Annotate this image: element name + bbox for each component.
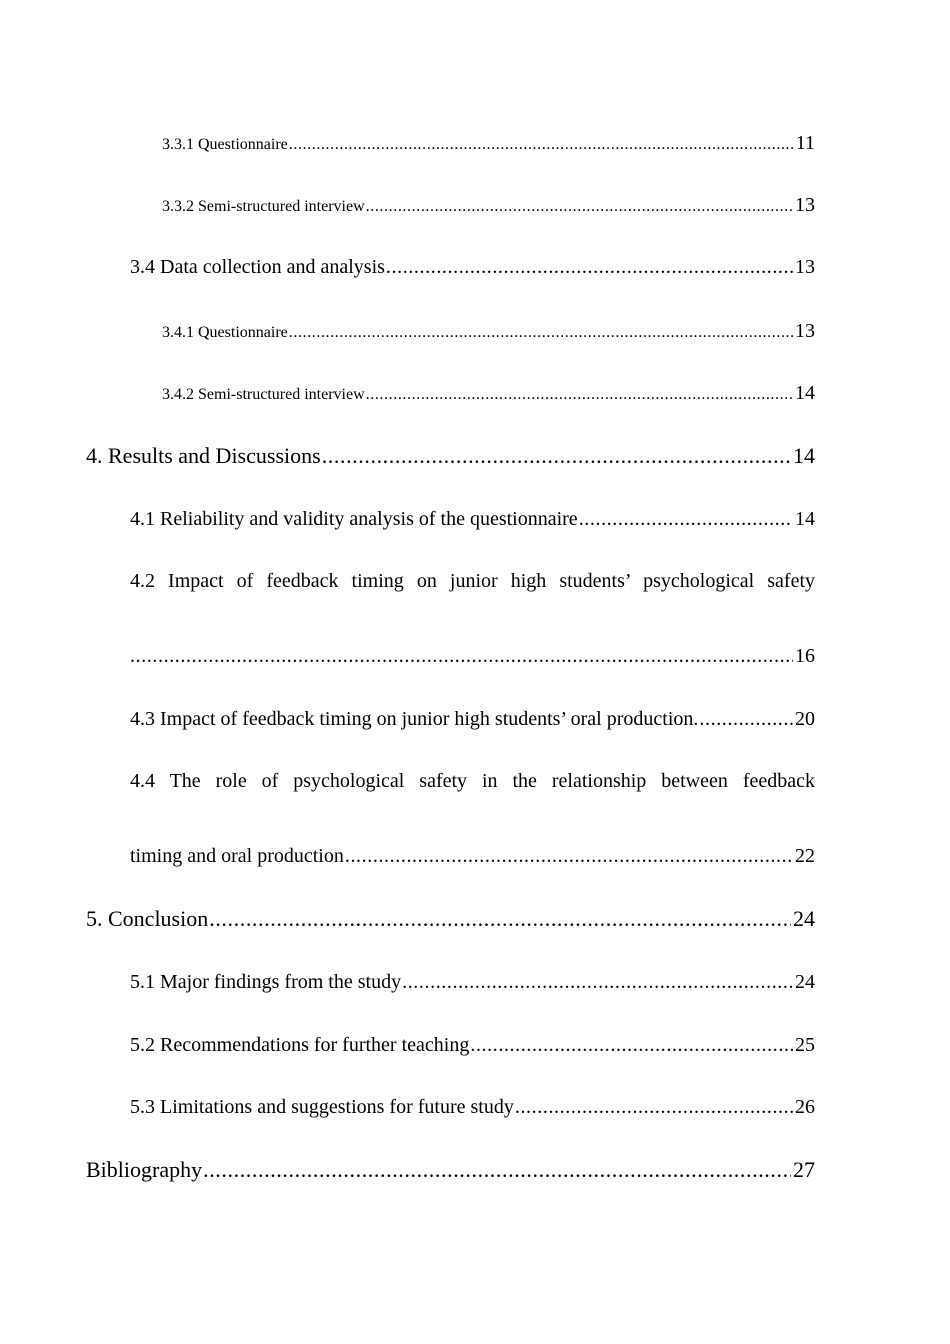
toc-entry-3-4[interactable] bbox=[130, 257, 815, 277]
toc-entry-label: 5. Conclusion bbox=[86, 906, 209, 931]
toc-page-number: 25 bbox=[795, 1034, 815, 1056]
toc-page-number: 24 bbox=[793, 906, 815, 931]
toc-entry-label: 4.1 Reliability and validity analysis of the questionnaire bbox=[130, 508, 578, 530]
toc-entry-label: 4.2 Impact of feedback timing on junior high students’ psychological safety bbox=[130, 570, 815, 592]
toc-entry-label: 5.1 Major findings from the study bbox=[130, 971, 402, 993]
dot-leader bbox=[366, 387, 793, 403]
toc-entry-label: 3.4.1 Questionnaire bbox=[162, 324, 288, 341]
dot-leader bbox=[203, 1159, 791, 1181]
toc-page-number: 11 bbox=[795, 132, 815, 154]
toc-page-number: 16 bbox=[795, 645, 815, 667]
toc-entry-4-1[interactable] bbox=[130, 509, 815, 529]
dot-leader bbox=[322, 445, 791, 467]
toc-entry-label: 3.3.1 Questionnaire bbox=[162, 136, 288, 153]
toc-entry-5-3[interactable] bbox=[130, 1097, 815, 1117]
toc-page-number: 20 bbox=[795, 708, 815, 730]
toc-entry-5-1[interactable] bbox=[130, 972, 815, 992]
toc-page-number: 14 bbox=[793, 443, 815, 468]
dot-leader bbox=[130, 646, 793, 666]
toc-entry-3-4-2[interactable] bbox=[162, 383, 815, 403]
toc-page-number: 13 bbox=[795, 194, 815, 216]
toc-page-number: 14 bbox=[795, 508, 815, 530]
dot-leader bbox=[579, 509, 793, 529]
dot-leader bbox=[209, 908, 791, 930]
toc-page-number: 22 bbox=[795, 845, 815, 867]
toc-entry-label: 3.4 Data collection and analysis bbox=[130, 256, 385, 278]
toc-entry-3-4-1[interactable] bbox=[162, 321, 815, 341]
toc-entry-bibliography[interactable] bbox=[86, 1159, 815, 1181]
toc-entry-3-3-2[interactable] bbox=[162, 195, 815, 215]
dot-leader bbox=[289, 325, 793, 341]
dot-leader bbox=[402, 972, 793, 992]
toc-page-number: 13 bbox=[795, 256, 815, 278]
toc-entry-3-3-1[interactable] bbox=[162, 133, 815, 153]
dot-leader bbox=[515, 1097, 793, 1117]
toc-entry-label: 4.4 The role of psychological safety in the relationship between feedback bbox=[130, 770, 815, 792]
toc-page-number: 27 bbox=[793, 1157, 815, 1182]
dot-leader bbox=[366, 199, 793, 215]
toc-entry-label: Bibliography bbox=[86, 1157, 203, 1182]
toc-entry-4[interactable] bbox=[86, 445, 815, 467]
dot-leader bbox=[386, 257, 793, 277]
toc-page-number: 24 bbox=[795, 971, 815, 993]
dot-leader bbox=[289, 137, 794, 153]
toc-entry-label: timing and oral production bbox=[130, 845, 344, 867]
toc-entry-4-2-line2[interactable] bbox=[130, 646, 815, 666]
toc-page-number: 26 bbox=[795, 1096, 815, 1118]
toc-entry-4-3[interactable] bbox=[130, 709, 815, 729]
toc-entry-label: 3.4.2 Semi-structured interview bbox=[162, 386, 365, 403]
toc-entry-label: 4. Results and Discussions bbox=[86, 443, 321, 468]
toc-page-number: 13 bbox=[795, 320, 815, 342]
dot-leader bbox=[470, 1035, 793, 1055]
toc-entry-label: 5.3 Limitations and suggestions for future study bbox=[130, 1096, 514, 1118]
toc-entry-4-2-line1[interactable] bbox=[130, 571, 815, 591]
toc-entry-label: 3.3.2 Semi-structured interview bbox=[162, 198, 365, 215]
dot-leader bbox=[345, 846, 793, 866]
dot-leader bbox=[699, 709, 793, 729]
toc-entry-5[interactable] bbox=[86, 908, 815, 930]
toc-entry-label: 4.3 Impact of feedback timing on junior high students’ oral production. bbox=[130, 708, 699, 730]
toc-entry-4-4-line2[interactable] bbox=[130, 846, 815, 866]
toc-page-number: 14 bbox=[795, 382, 815, 404]
toc-entry-label: 5.2 Recommendations for further teaching bbox=[130, 1034, 470, 1056]
toc-entry-4-4-line1[interactable] bbox=[130, 771, 815, 791]
toc-entry-5-2[interactable] bbox=[130, 1035, 815, 1055]
